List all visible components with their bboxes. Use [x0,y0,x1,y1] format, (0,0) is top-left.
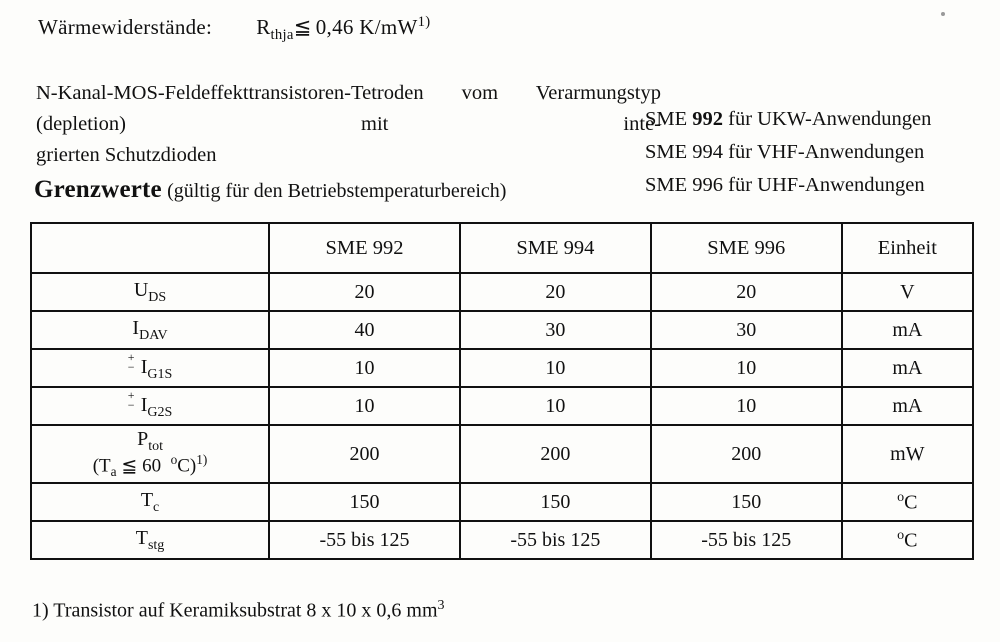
type-prefix: SME [645,141,688,163]
relation-symbol: ≦ [293,15,312,40]
cell-sme996: 20 [651,273,842,311]
table-row [31,521,973,559]
cell-sme992: 150 [269,483,460,521]
thermal-resistance-label: Wärmewiderstände: [38,15,213,40]
symbol-sub: G2S [147,404,173,420]
cell-sme994: 30 [460,311,651,349]
cell-unit: $^o$C [842,521,973,559]
column-header-sme996: SME 996 [651,223,842,273]
thermal-symbol-sub: thja [270,27,294,44]
cell-unit: mA [842,311,973,349]
cell-sme994: 20 [460,273,651,311]
symbol-sub: c [153,499,160,515]
type-number: 994 [692,141,724,163]
footnote [32,598,445,623]
row-symbol [31,521,269,559]
ratings-table-wrapper [30,222,974,560]
cell-sme996: -55 bis 125 [651,521,842,559]
cell-sme996: 200 [651,425,842,483]
section-note: (gültig für den Betriebstemperaturbereich) [167,180,507,202]
symbol-main: T [135,526,148,549]
row-symbol [31,483,269,521]
table-row [31,425,973,483]
symbol-main: T [140,488,154,511]
symbol-sub: DS [148,289,167,305]
type-list [645,104,931,203]
thermal-symbol-main: R [256,15,271,40]
column-header-sme994: SME 994 [460,223,651,273]
type-number: 992 [692,108,724,130]
ratings-table [30,222,974,560]
thermal-footnote-marker: 1) [417,14,431,30]
table-row [31,483,973,521]
thermal-resistance-line [38,14,430,44]
cell-sme992: 200 [269,425,460,483]
type-prefix: SME [645,108,688,130]
type-application: für UHF-Anwendungen [728,174,925,196]
cell-sme992: -55 bis 125 [269,521,460,559]
cell-unit: V [842,273,973,311]
type-number: 996 [692,174,724,196]
row-symbol [31,349,269,387]
symbol-main: I [140,356,148,379]
column-header-unit: Einheit [842,223,973,273]
type-list-item [645,170,931,201]
cell-sme996: 10 [651,349,842,387]
type-prefix: SME [645,174,688,196]
footnote-exponent: 3 [437,598,445,613]
cell-sme996: 150 [651,483,842,521]
cell-unit: mW [842,425,973,483]
cell-sme992: 40 [269,311,460,349]
cell-sme994: 150 [460,483,651,521]
plus-minus-icon: + − [127,350,135,375]
symbol-condition: ($T_a$ ≦ 60 $^o$C)$^{1)}$ [92,452,208,480]
table-row [31,273,973,311]
cell-sme994: 10 [460,387,651,425]
plus-minus-icon: + − [127,388,135,413]
cell-sme992: 10 [269,387,460,425]
cell-unit: mA [842,387,973,425]
intro-line-2: grierten Schutzdioden [36,144,217,166]
table-row [31,387,973,425]
symbol-sub: stg [147,537,165,553]
row-symbol [31,425,269,483]
intro-line-1: N-Kanal-MOS-Feldeffekttransistoren-Tetroden vom Verarmungstyp (depletion) mit inte- [36,82,661,135]
table-body [31,273,973,559]
table-row [31,349,973,387]
cell-unit: mA [842,349,973,387]
thermal-value: 0,46 K/mW [315,15,418,40]
thermal-symbol [256,15,294,44]
cell-sme994: -55 bis 125 [460,521,651,559]
cell-sme996: 30 [651,311,842,349]
footnote-text: 1) Transistor auf Keramiksubstrat 8 x 10 x 0,6 mm [32,599,438,622]
table-header-row [31,223,973,273]
symbol-main: P [137,427,149,450]
section-heading [34,176,506,204]
type-application: für UKW-Anwendungen [728,108,932,130]
type-list-item [645,137,931,168]
column-header-symbol [31,223,269,273]
symbol-sub: DAV [139,327,168,343]
cell-sme996: 10 [651,387,842,425]
row-symbol [31,311,269,349]
type-list-item [645,104,931,135]
column-header-sme992: SME 992 [269,223,460,273]
symbol-sub: G1S [147,366,173,382]
section-title: Grenzwerte [34,176,162,203]
table-row [31,311,973,349]
cell-sme994: 10 [460,349,651,387]
symbol-main: I [132,316,140,339]
row-symbol [31,387,269,425]
row-symbol [31,273,269,311]
cell-sme994: 200 [460,425,651,483]
symbol-main: I [140,394,148,417]
cell-unit: $^o$C [842,483,973,521]
symbol-main: U [133,278,149,301]
type-application: für VHF-Anwendungen [728,141,925,163]
symbol-sub: tot [148,438,163,454]
cell-sme992: 10 [269,349,460,387]
intro-paragraph [36,78,661,171]
page-speck [941,12,945,16]
cell-sme992: 20 [269,273,460,311]
